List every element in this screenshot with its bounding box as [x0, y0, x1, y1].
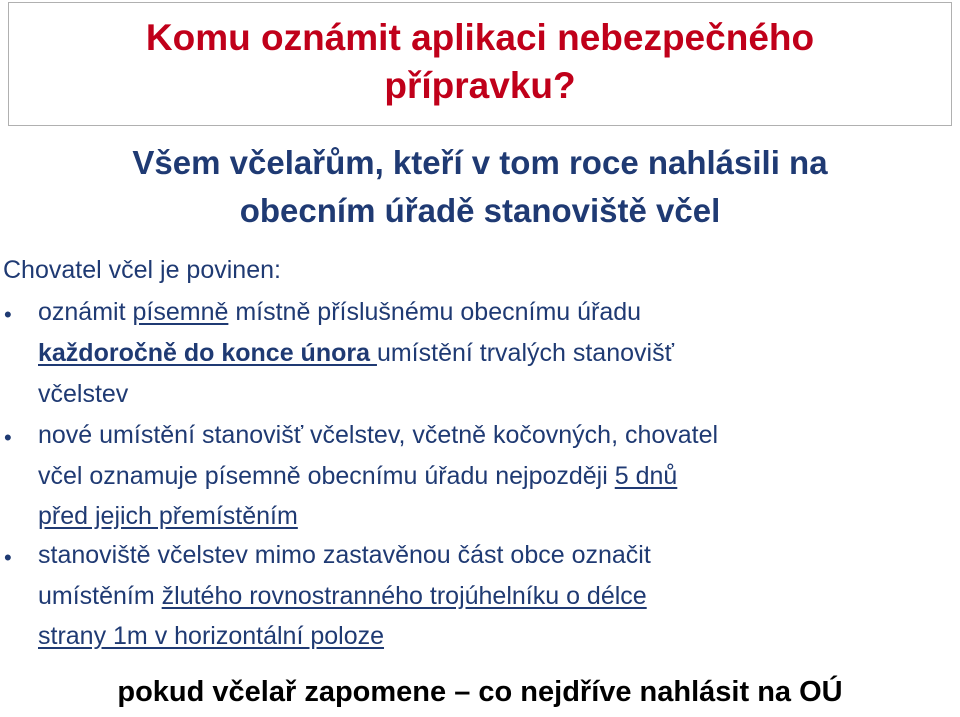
- bullet-marker: •: [4, 545, 12, 570]
- bottom-note: pokud včelař zapomene – co nejdříve nahlásit na OÚ: [117, 676, 843, 708]
- bullet-3-line-2: [38, 582, 647, 611]
- underlined-text: strany 1m v horizontální poloze: [38, 622, 385, 650]
- bullet-3-line-1: stanoviště včelstev mimo zastavěnou část obce označit: [38, 541, 651, 569]
- underlined-text: 5 dnů: [614, 462, 678, 490]
- text-segment: místně příslušnému obecnímu úřadu: [228, 298, 642, 326]
- bullet-marker: •: [4, 425, 12, 450]
- underlined-text: písemně: [132, 298, 229, 326]
- emphasized-underlined-text: každoročně do konce února: [38, 339, 377, 367]
- bullet-2-line-2: [38, 462, 677, 491]
- bullet-1-line-1: [38, 298, 641, 327]
- text-segment: umístěním: [38, 582, 162, 610]
- text-segment: oznámit: [38, 298, 133, 326]
- bullet-2-line-1: nové umístění stanovišť včelstev, včetně kočovných, chovatel: [38, 421, 719, 449]
- underlined-text: žlutého rovnostranného trojúhelníku o délce: [161, 582, 647, 610]
- subtitle-line-2: obecním úřadě stanoviště včel: [239, 192, 721, 229]
- bullet-1-line-3: včelstev: [38, 380, 129, 408]
- bullet-3-line-3: [38, 622, 384, 651]
- slide-title-line-2: přípravku?: [384, 65, 576, 106]
- bullet-2-line-3: [38, 502, 298, 531]
- slide-title-line-1: Komu oznámit aplikaci nebezpečného: [145, 17, 815, 58]
- underlined-text: před jejich přemístěním: [38, 502, 298, 530]
- text-segment: včel oznamuje písemně obecnímu úřadu nejpozději: [38, 462, 615, 490]
- bullet-marker: •: [4, 302, 12, 327]
- bullet-1-line-2: [38, 339, 674, 368]
- subtitle-line-1: Všem včelařům, kteří v tom roce nahlásili na: [132, 144, 828, 181]
- text-segment: umístění trvalých stanovišť: [376, 339, 674, 367]
- lead-text: Chovatel včel je povinen:: [3, 256, 281, 284]
